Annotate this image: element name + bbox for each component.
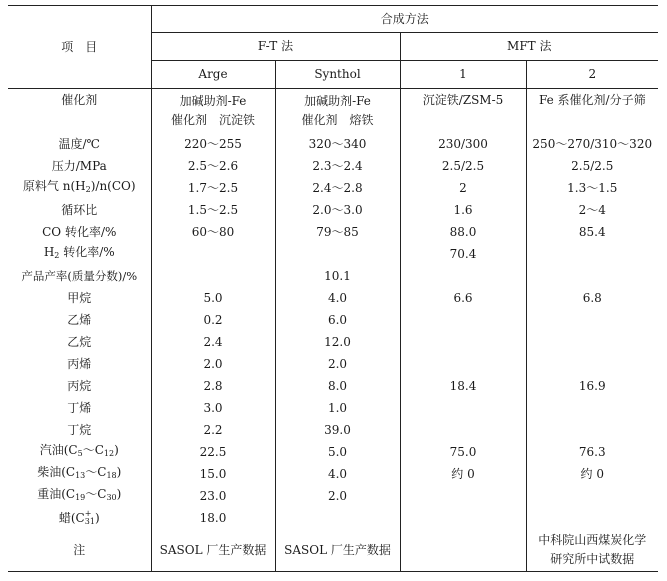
cell: 2.0～3.0 xyxy=(275,199,400,221)
cell: 220～255 xyxy=(151,133,275,155)
cell: 4.0 xyxy=(275,463,400,485)
table-row xyxy=(8,419,658,441)
table-row xyxy=(8,507,658,529)
cell: 4.0 xyxy=(275,287,400,309)
cell: 1.5～2.5 xyxy=(151,199,275,221)
cell xyxy=(526,353,658,375)
cell: 22.5 xyxy=(151,441,275,463)
cell: 约 0 xyxy=(526,463,658,485)
synthesis-comparison-table xyxy=(8,5,658,573)
cell xyxy=(400,397,526,419)
cell: 2.0 xyxy=(151,353,275,375)
row-label: 甲烷 xyxy=(67,290,92,305)
table-row xyxy=(8,221,658,243)
row-label: 柴油$(C_{13}\sim C_{18})$ xyxy=(37,465,122,480)
cell: 2～4 xyxy=(526,199,658,221)
header-method-group: 合成方法 xyxy=(151,6,658,33)
cell: SASOL 厂生产数据 xyxy=(151,529,275,572)
table-row xyxy=(8,199,658,221)
cell: 70.4 xyxy=(400,243,526,265)
cell xyxy=(275,243,400,265)
table-row xyxy=(8,463,658,485)
cell: 2.5/2.5 xyxy=(400,155,526,177)
cell xyxy=(526,419,658,441)
cell xyxy=(526,397,658,419)
cell: 5.0 xyxy=(151,287,275,309)
cell: 加碱助剂-Fe 催化剂 沉淀铁 xyxy=(151,89,275,134)
cell: SASOL 厂生产数据 xyxy=(275,529,400,572)
cell: 2.0 xyxy=(275,485,400,507)
cell: 79～85 xyxy=(275,221,400,243)
header-col-synthol: Synthol xyxy=(275,61,400,89)
cell xyxy=(526,507,658,529)
cell: 10.1 xyxy=(275,265,400,287)
header-item: 项 目 xyxy=(8,6,151,89)
row-label: 注 xyxy=(73,542,86,557)
cell xyxy=(400,507,526,529)
cell: 6.0 xyxy=(275,309,400,331)
cell xyxy=(526,485,658,507)
cell: 250～270/310～320 xyxy=(526,133,658,155)
cell: 76.3 xyxy=(526,441,658,463)
cell: 沉淀铁/ZSM-5 xyxy=(400,89,526,134)
cell: 2.5/2.5 xyxy=(526,155,658,177)
cell xyxy=(275,507,400,529)
cell: 60～80 xyxy=(151,221,275,243)
cell: 1.0 xyxy=(275,397,400,419)
cell: 2.5～2.6 xyxy=(151,155,275,177)
cell: 88.0 xyxy=(400,221,526,243)
cell: 约 0 xyxy=(400,463,526,485)
cell: 2 xyxy=(400,177,526,199)
row-label: 丁烷 xyxy=(67,422,92,437)
table-row xyxy=(8,177,658,199)
table-row xyxy=(8,529,658,572)
row-label: 催化剂 xyxy=(61,93,98,107)
cell: 75.0 xyxy=(400,441,526,463)
cell: 1.6 xyxy=(400,199,526,221)
row-label: 乙烷 xyxy=(67,334,92,349)
cell: 0.2 xyxy=(151,309,275,331)
table-row xyxy=(8,243,658,265)
row-label: 重油$(C_{19}\sim C_{30})$ xyxy=(37,487,122,502)
table-row xyxy=(8,155,658,177)
cell: 5.0 xyxy=(275,441,400,463)
cell: 6.6 xyxy=(400,287,526,309)
row-label: 循环比 xyxy=(61,202,98,217)
row-label: 蜡(C + 31 ) xyxy=(58,509,100,526)
row-label: 汽油$(C_5\sim C_{12})$ xyxy=(39,443,119,458)
cell: 2.2 xyxy=(151,419,275,441)
cell xyxy=(400,309,526,331)
cell: 12.0 xyxy=(275,331,400,353)
cell xyxy=(526,265,658,287)
cell: 3.0 xyxy=(151,397,275,419)
cell xyxy=(400,529,526,572)
row-label: 丙烷 xyxy=(67,378,92,393)
cell: 18.4 xyxy=(400,375,526,397)
cell: 6.8 xyxy=(526,287,658,309)
cell xyxy=(526,243,658,265)
row-label: 丁烯 xyxy=(67,400,92,415)
table-row xyxy=(8,331,658,353)
row-label: CO 转化率/% xyxy=(42,224,117,239)
cell: 39.0 xyxy=(275,419,400,441)
header-col-mft1: 1 xyxy=(400,61,526,89)
table-row xyxy=(8,89,658,134)
cell: 2.4～2.8 xyxy=(275,177,400,199)
row-label: 产品产率(质量分数)/% xyxy=(21,268,138,283)
cell: 15.0 xyxy=(151,463,275,485)
cell: 320～340 xyxy=(275,133,400,155)
cell: 2.8 xyxy=(151,375,275,397)
cell: 加碱助剂-Fe 催化剂 熔铁 xyxy=(275,89,400,134)
cell: 23.0 xyxy=(151,485,275,507)
table-row xyxy=(8,265,658,287)
cell xyxy=(400,485,526,507)
cell: 2.3～2.4 xyxy=(275,155,400,177)
cell: 2.0 xyxy=(275,353,400,375)
row-label: 乙烯 xyxy=(67,312,92,327)
header-col-mft2: 2 xyxy=(526,61,658,89)
cell xyxy=(400,265,526,287)
cell: 1.3～1.5 xyxy=(526,177,658,199)
table-row xyxy=(8,485,658,507)
row-label: 丙烯 xyxy=(67,356,92,371)
cell xyxy=(526,331,658,353)
table-row xyxy=(8,309,658,331)
cell: 85.4 xyxy=(526,221,658,243)
cell: 18.0 xyxy=(151,507,275,529)
cell: 中科院山西煤炭化学 研究所中试数据 xyxy=(526,529,658,572)
table-row xyxy=(8,397,658,419)
cell: 2.4 xyxy=(151,331,275,353)
cell: Fe 系催化剂/分子筛 xyxy=(526,89,658,134)
cell: 230/300 xyxy=(400,133,526,155)
cell: 1.7～2.5 xyxy=(151,177,275,199)
table-row xyxy=(8,353,658,375)
cell xyxy=(400,353,526,375)
table-row xyxy=(8,287,658,309)
row-label: 温度/℃ xyxy=(58,136,100,151)
row-label: 原料气 $n(H_2)/n(CO)$ xyxy=(22,179,136,194)
cell xyxy=(400,331,526,353)
table-row xyxy=(8,375,658,397)
cell xyxy=(526,309,658,331)
row-label: $H_2$ 转化率/% xyxy=(43,245,115,260)
cell: 8.0 xyxy=(275,375,400,397)
header-col-arge: Arge xyxy=(151,61,275,89)
cell xyxy=(151,265,275,287)
header-ft-group: F-T 法 xyxy=(151,33,400,61)
cell xyxy=(151,243,275,265)
cell: 16.9 xyxy=(526,375,658,397)
header-mft-group: MFT 法 xyxy=(400,33,658,61)
cell xyxy=(400,419,526,441)
table-row xyxy=(8,133,658,155)
table-row xyxy=(8,441,658,463)
row-label: 压力/MPa xyxy=(51,158,107,173)
